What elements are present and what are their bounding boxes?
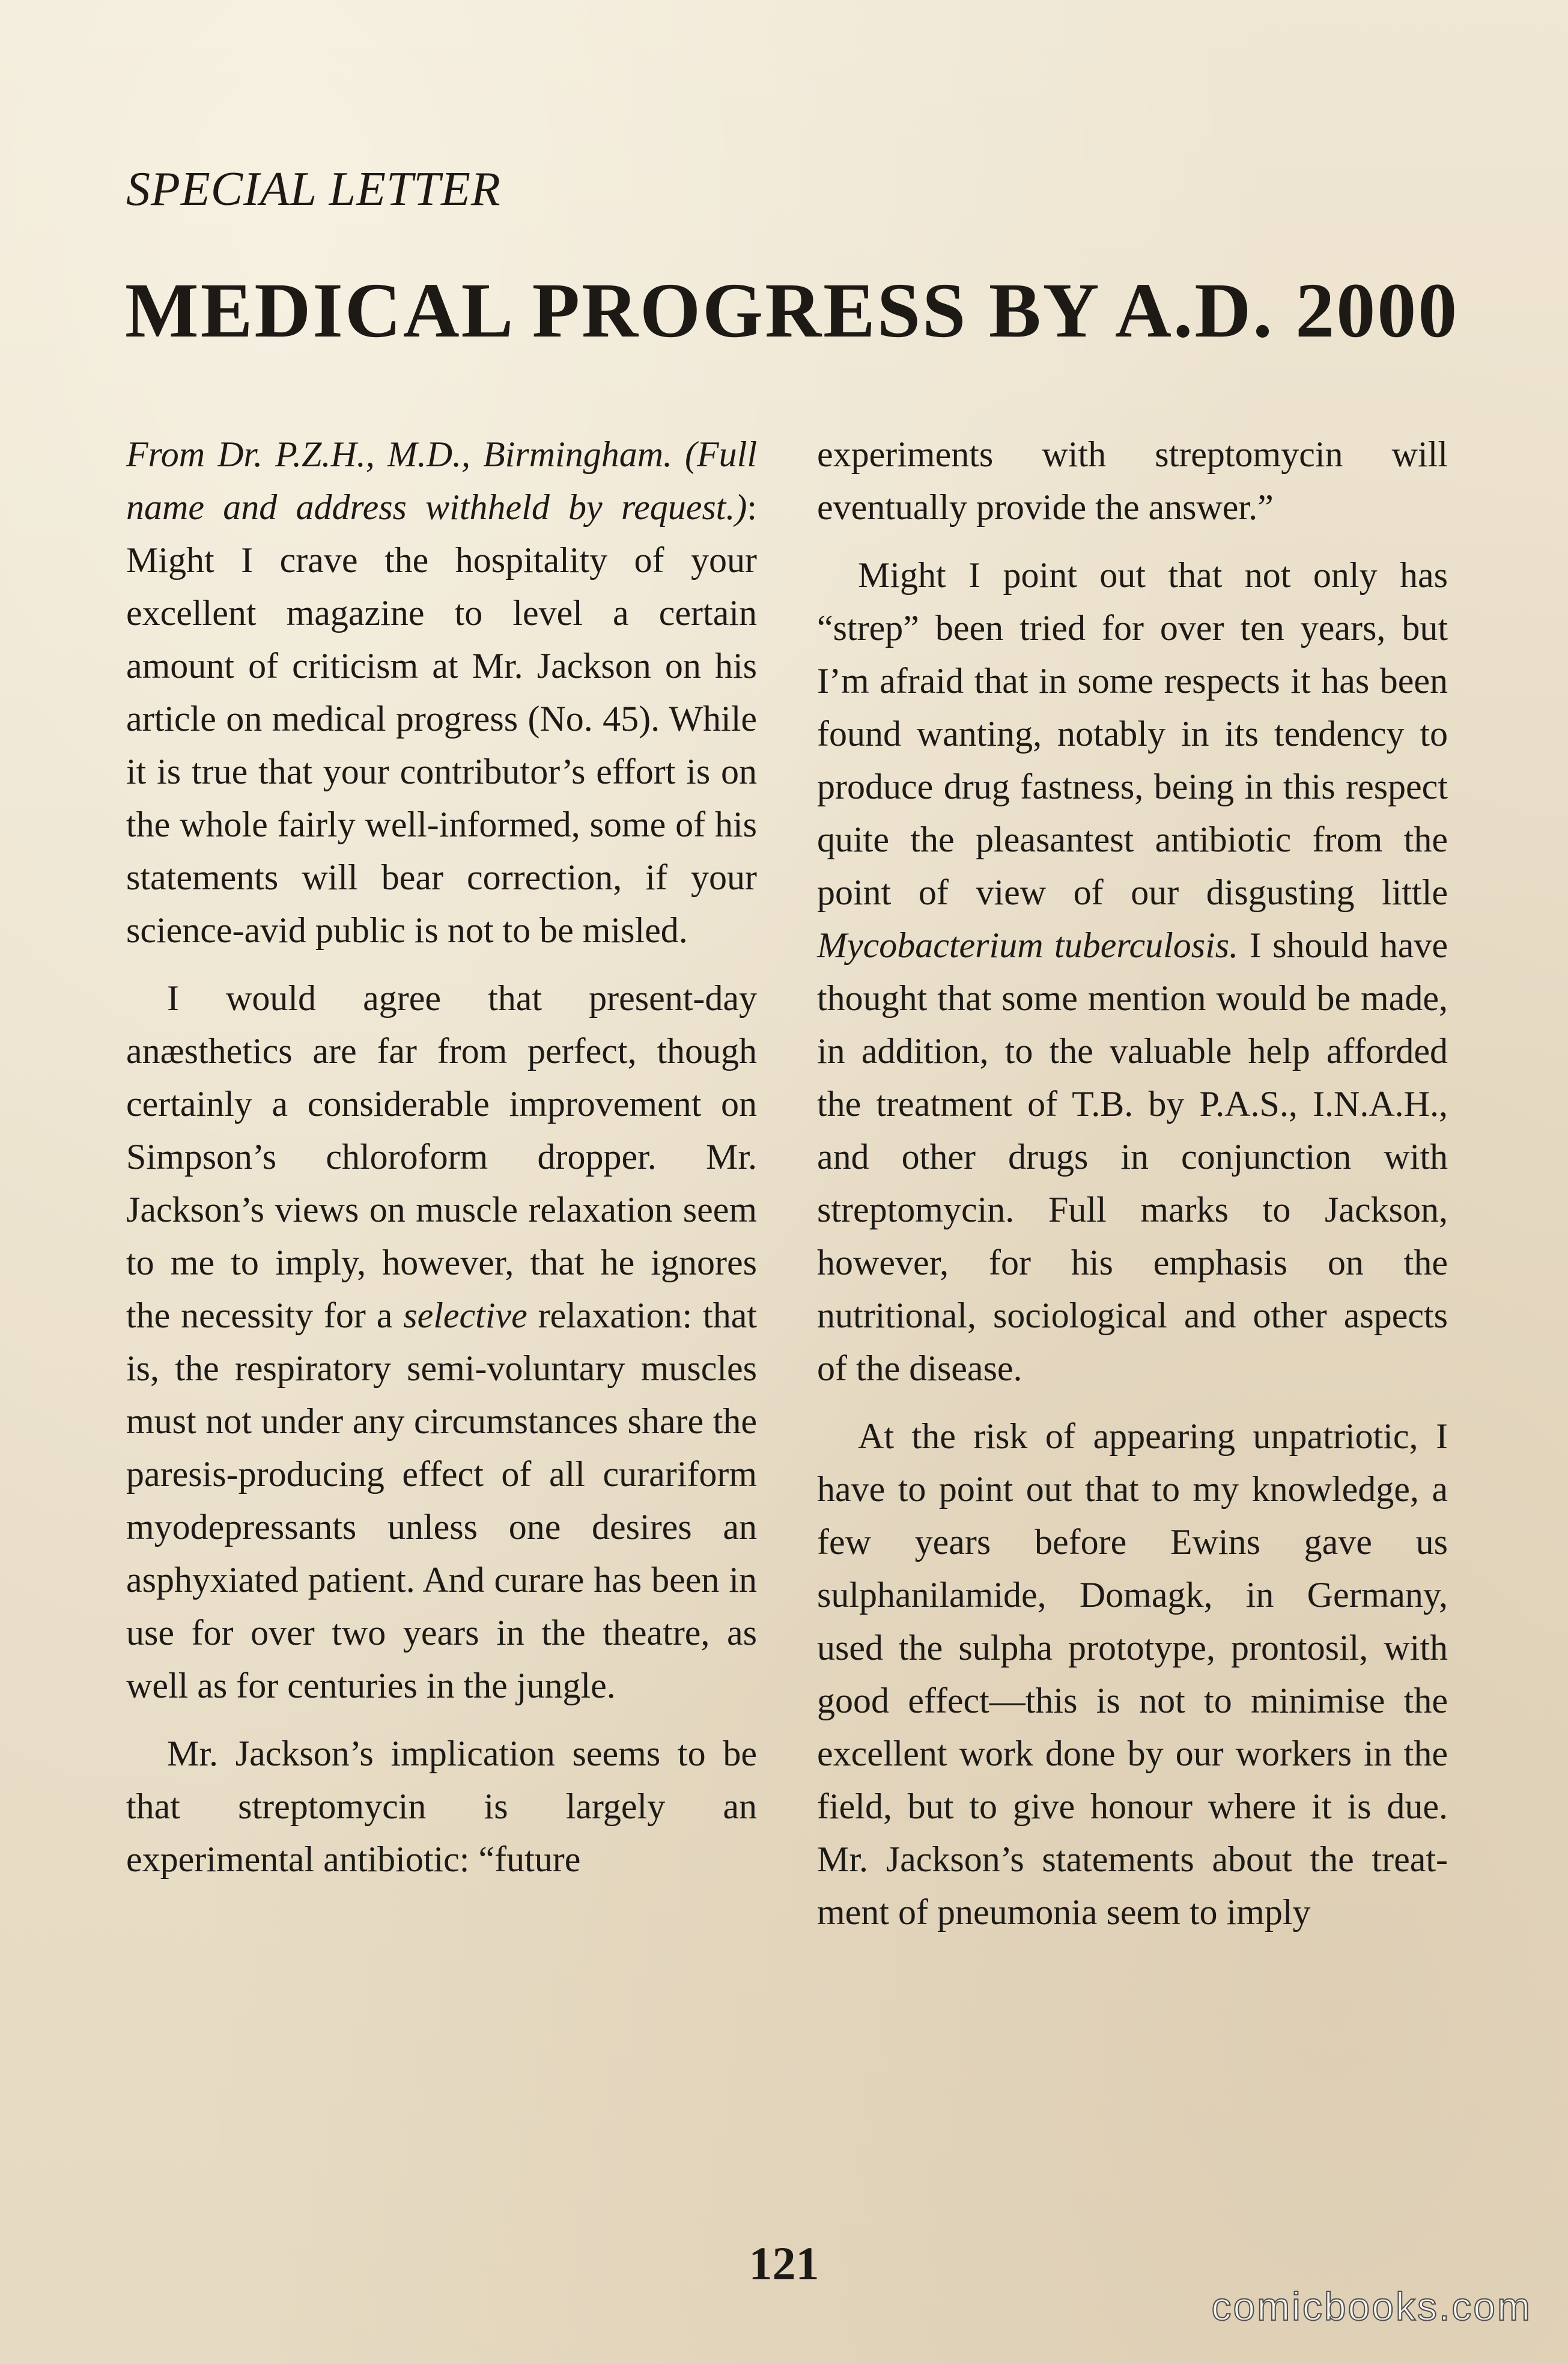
letter-paragraph-1 <box>126 428 757 957</box>
article-headline: MEDICAL PROGRESS BY A.D. 2000 <box>125 267 1459 354</box>
paragraph-2-text-a: I would agree that present-day anæsthetics are far from perfect, though certainly a considerable improvement on Simpson’s chloroform dropper. Mr. Jackson’s views on muscle relaxation seem to me to imply, however, that he ignores the necessity for a <box>126 978 757 1335</box>
paragraph-2-text-b: relaxation: that is, the respiratory semi-voluntary muscles must not under any circumstances share the paresis-producing effect of all curariform myodepressants unless one desires an asphyxiated patient. And curare has been in use for over two years in the theatre, as well as for centuries in the jungle. <box>126 1296 757 1705</box>
paragraph-3-text-a: Mr. Jackson’s implication seems to be that streptomycin is largely an experimental antibiotic: “future <box>126 1734 757 1879</box>
letter-paragraph-3-continued <box>817 428 1448 534</box>
letter-paragraph-3-start <box>126 1727 757 1886</box>
left-column <box>126 428 757 1901</box>
page-number: 121 <box>749 2237 819 2289</box>
letter-byline: From Dr. P.Z.H., M.D., Birmingham. (Full name and address withheld by request.) <box>126 434 757 527</box>
letter-paragraph-5 <box>817 1410 1448 1939</box>
letter-paragraph-4 <box>817 549 1448 1395</box>
paragraph-4-text-b: I should have thought that some mention would be made, in addition, to the valuable help afforded the treatment of T.B. by P.A.S., I.N.A.H., and other drugs in conjunction with streptomycin. Full marks to Jackson, however, for his emphasis on the nutritional, sociological and other aspects of the disease. <box>817 925 1448 1388</box>
section-kicker: SPECIAL LETTER <box>126 163 501 216</box>
paragraph-4-emphasis: Mycobacterium tuberculosis. <box>817 925 1239 965</box>
paragraph-4-text-a: Might I point out that not only has “strep” been tried for over ten years, but I’m afraid that in some respects it has been found wanting, notably in its tendency to produce drug fastness, being in this respect quite the pleasantest antibiotic from the point of view of our disgusting little <box>817 555 1448 912</box>
paragraph-2-emphasis: selective <box>403 1296 527 1335</box>
site-watermark: comicbooks.com <box>1211 2284 1532 2329</box>
paragraph-3-text-b: experiments with streptomycin will eventually provide the answer.” <box>817 434 1448 527</box>
letter-paragraph-2 <box>126 972 757 1712</box>
paragraph-5-text: At the risk of appearing unpatriotic, I have to point out that to my knowledge, a few years before Ewins gave us sulphanilamide, Domagk, in Germany, used the sulpha prototype, prontosil, with good effect—this is not to minimise the excellent work done by our workers in the field, but to give honour where it is due. Mr. Jackson’s statements about the treatment of pneumonia seem to imply <box>817 1416 1448 1932</box>
right-column <box>817 428 1448 1954</box>
paragraph-1-text: : Might I crave the hospitality of your excellent magazine to level a certain amount of criticism at Mr. Jackson on his article on medical progress (No. 45). While it is true that your contributor’s effort is on the whole fairly well-informed, some of his statements will bear correction, if your science-avid public is not to be misled. <box>126 487 757 950</box>
